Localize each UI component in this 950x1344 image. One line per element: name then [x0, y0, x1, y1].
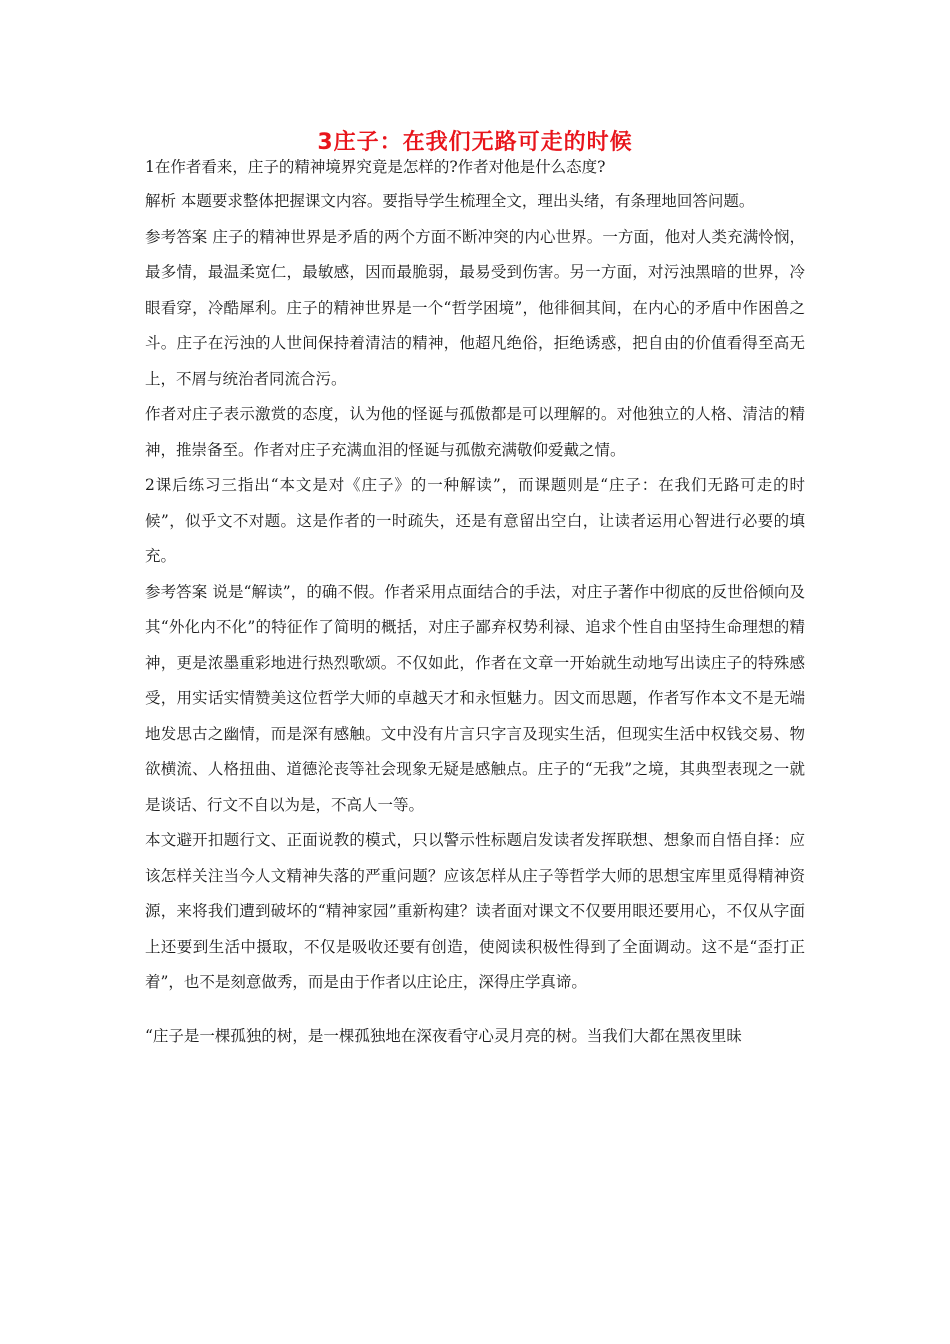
answer-2: 参考答案 说是“解读”，的确不假。作者采用点面结合的手法，对庄子著作中彻底的反世俗倾向及其“外化内不化”的特征作了简明的概括，对庄子鄙弃权势利禄、追求个性自由坚持生命理想的精神，更是浓墨重彩地进行热烈歌颂。不仅如此，作者在文章一开始就生动地写出读庄子的特殊感受，用实话实情赞美这位哲学大师的卓越天才和永恒魅力。因文而思题，作者写作本文不是无端地发思古之幽情，而是深有感触。文中没有片言只字言及现实生活，但现实生活中权钱交易、物欲横流、人格扭曲、道德沦丧等社会现象无疑是感触点。庄子的“无我”之境，其典型表现之一就是谈话、行文不自以为是，不高人一等。: [145, 582, 805, 814]
answer-2-continued: 本文避开扣题行文、正面说教的模式，只以警示性标题启发读者发挥联想、想象而自悟自择：应该怎样关注当今人文精神失落的严重问题？应该怎样从庄子等哲学大师的思想宝库里觅得精神资源，来将我们遭到破坏的“精神家园”重新构建？读者面对课文不仅要用眼还要用心，不仅从字面上还要到生活中摄取，不仅是吸收还要有创造，使阅读积极性得到了全面调动。这不是“歪打正着”，也不是刻意做秀，而是由于作者以庄论庄，深得庄学真谛。: [145, 831, 805, 991]
document-body: [145, 152, 805, 1054]
question-2: 2课后练习三指出“本文是对《庄子》的一种解读”，而课题则是“庄子：在我们无路可走的时候”，似乎文不对题。这是作者的一时疏失，还是有意留出空白，让读者运用心智进行必要的填充。: [145, 476, 805, 565]
quote-paragraph: “庄子是一棵孤独的树，是一棵孤独地在深夜看守心灵月亮的树。当我们大都在黑夜里昧: [145, 1026, 742, 1045]
answer-1: 参考答案 庄子的精神世界是矛盾的两个方面不断冲突的内心世界。一方面，他对人类充满怜悯，最多情，最温柔宽仁，最敏感，因而最脆弱，最易受到伤害。另一方面，对污浊黑暗的世界，冷眼看穿，冷酷犀利。庄子的精神世界是一个“哲学困境”，他徘徊其间，在内心的矛盾中作困兽之斗。庄子在污浊的人世间保持着清洁的精神，他超凡绝俗，拒绝诱惑，把自由的价值看得至高无上，不屑与统治者同流合污。: [145, 227, 805, 388]
question-1: 1在作者看来，庄子的精神境界究竟是怎样的?作者对他是什么态度?: [145, 158, 606, 176]
analysis-1: 解析 本题要求整体把握课文内容。要指导学生梳理全文，理出头绪，有条理地回答问题。: [145, 192, 755, 210]
answer-1-continued: 作者对庄子表示激赏的态度，认为他的怪诞与孤傲都是可以理解的。对他独立的人格、清洁的精神，推崇备至。作者对庄子充满血泪的怪诞与孤傲充满敬仰爱戴之情。: [145, 405, 805, 459]
document-title: 3庄子：在我们无路可走的时候: [317, 130, 633, 155]
